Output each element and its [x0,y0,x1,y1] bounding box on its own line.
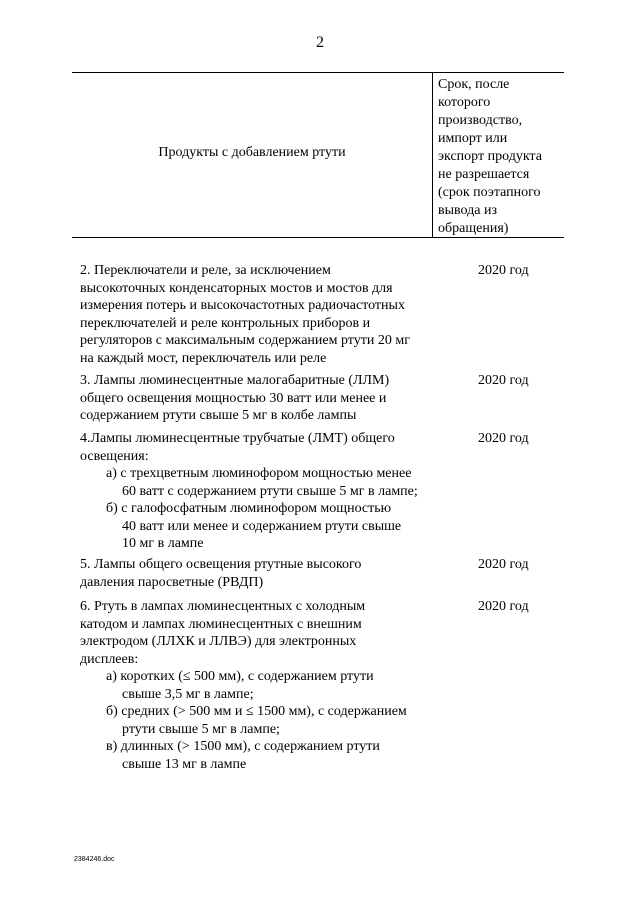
text-line: дисплеев: [80,651,139,667]
text-line: давления паросветные (РВДП) [80,574,264,590]
table-row [80,556,564,591]
page-number: 2 [316,34,324,51]
text-line: переключателей и реле контрольных приборов и [80,315,371,331]
text-line: 60 ватт с содержанием ртути свыше 5 мг в лампе; [122,483,418,499]
text-line: высокоточных конденсаторных мостов и мостов для [80,280,393,296]
table-row [80,430,564,553]
table-top-rule [72,72,564,73]
row-deadline: 2020 год [478,557,529,572]
text-line: 5. Лампы общего освещения ртутные высокого [80,557,362,572]
text-line: содержанием ртути свыше 5 мг в колбе лампы [80,408,357,423]
column-header-deadline-line: Срок, после [438,77,510,92]
text-line: 6. Ртуть в лампах люминесцентных с холодным [80,599,366,614]
column-header-deadline-line: (срок поэтапного [438,185,541,200]
sub-item [80,703,440,738]
row-description [80,430,440,553]
column-header-deadline-line: не разрешается [438,167,530,182]
row-description [80,372,440,425]
text-line: б) средних (> 500 мм и ≤ 1500 мм), с содержанием [106,704,407,719]
row-deadline: 2020 год [478,599,529,614]
text-line: 3. Лампы люминесцентные малогабаритные (ЛЛМ) [80,373,390,388]
row-description [80,262,440,367]
text-line: общего освещения мощностью 30 ватт или менее и [80,390,387,406]
text-line: измерения потерь и высокочастотных радиочастотных [80,298,405,313]
column-header-deadline-line: импорт или [438,131,508,146]
sub-item [80,500,440,553]
text-line: в) длинных (> 1500 мм), с содержанием ртути [106,739,380,754]
row-deadline: 2020 год [478,263,529,278]
sub-item [80,738,440,773]
text-line: б) с галофосфатным люминофором мощностью [106,501,392,516]
column-header-deadline-line: производство, [438,113,523,128]
text-line: 10 мг в лампе [122,536,204,551]
row-deadline: 2020 год [478,373,529,388]
table-row [80,598,564,773]
column-header-deadline-line: которого [438,95,491,110]
text-line: катодом и лампах люминесцентных с внешним [80,616,362,632]
text-line: свыше 13 мг в лампе [122,756,247,772]
row-description [80,556,440,591]
table-row [80,372,564,425]
table-row [80,262,564,367]
sub-item [80,465,440,500]
text-line: на каждый мост, переключатель или реле [80,350,327,366]
column-header-deadline-line: обращения) [438,221,509,236]
text-line: освещения: [80,448,149,464]
text-line: ртути свыше 5 мг в лампе; [122,721,280,737]
column-header-products: Продукты с добавлением ртути [158,145,346,160]
text-line: 40 ватт или менее и содержанием ртути свыше [122,518,402,534]
column-header-deadline-line: экспорт продукта [438,149,542,164]
table-header-divider [432,72,433,237]
column-header-deadline [438,76,562,238]
sub-item [80,668,440,703]
text-line: а) с трехцветным люминофором мощностью менее [106,466,412,481]
text-line: 2. Переключатели и реле, за исключением [80,263,331,278]
document-filename: 2384246.doc [74,856,115,863]
text-line: свыше 3,5 мг в лампе; [122,686,254,702]
column-header-deadline-line: вывода из [438,203,497,218]
text-line: а) коротких (≤ 500 мм), с содержанием ртути [106,669,374,684]
text-line: 4.Лампы люминесцентные трубчатые (ЛМТ) общего [80,431,395,446]
row-deadline: 2020 год [478,431,529,446]
row-description [80,598,440,773]
text-line: электродом (ЛЛХК и ЛЛВЭ) для электронных [80,634,357,649]
text-line: регуляторов с максимальным содержанием ртути 20 мг [80,333,410,348]
